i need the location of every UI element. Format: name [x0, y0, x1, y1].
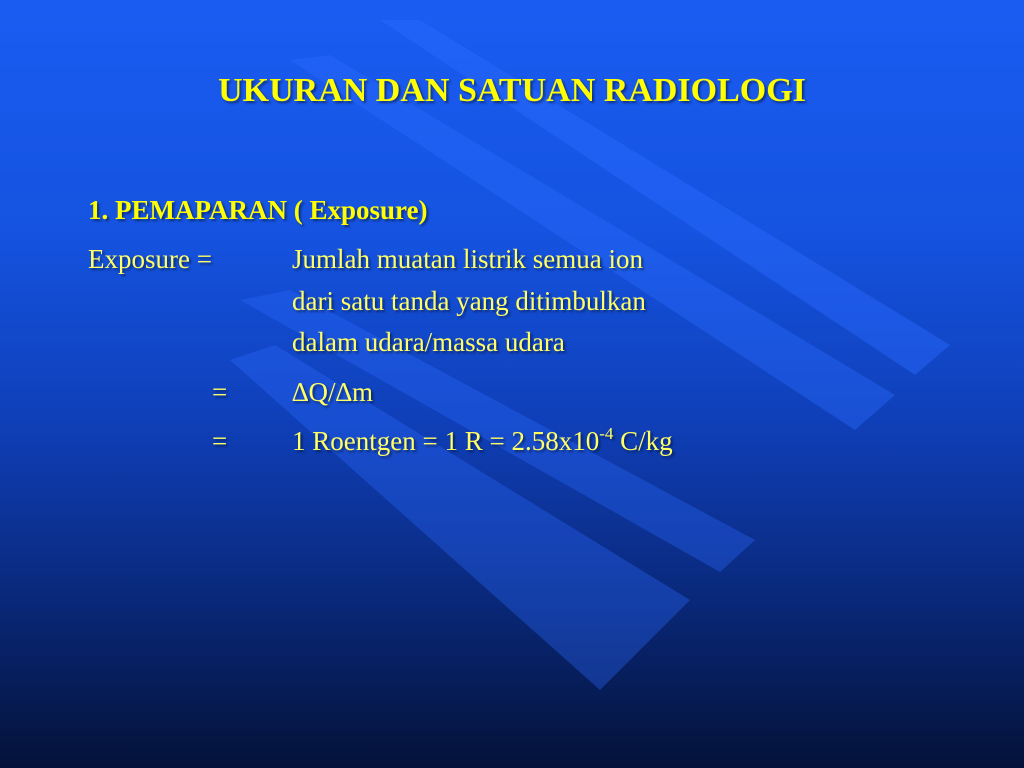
definition-line: dari satu tanda yang ditimbulkan — [292, 286, 646, 316]
definition-line: dalam udara/massa udara — [292, 327, 565, 357]
definition-line: Jumlah muatan listrik semua ion — [292, 244, 643, 274]
roentgen-value — [292, 426, 673, 457]
roentgen-unit: C/kg — [613, 426, 673, 456]
roentgen-value-main: 1 Roentgen = 1 R = 2.58x10 — [292, 426, 600, 456]
formula: ∆Q/∆m — [292, 377, 374, 407]
section-heading: 1. PEMAPARAN ( Exposure) — [88, 195, 428, 225]
exposure-label: Exposure = — [88, 244, 212, 274]
slide-title: UKURAN DAN SATUAN RADIOLOGI — [218, 72, 806, 109]
roentgen-exponent: -4 — [599, 424, 614, 443]
equals-sign: = — [212, 377, 228, 407]
equals-sign: = — [212, 426, 228, 456]
